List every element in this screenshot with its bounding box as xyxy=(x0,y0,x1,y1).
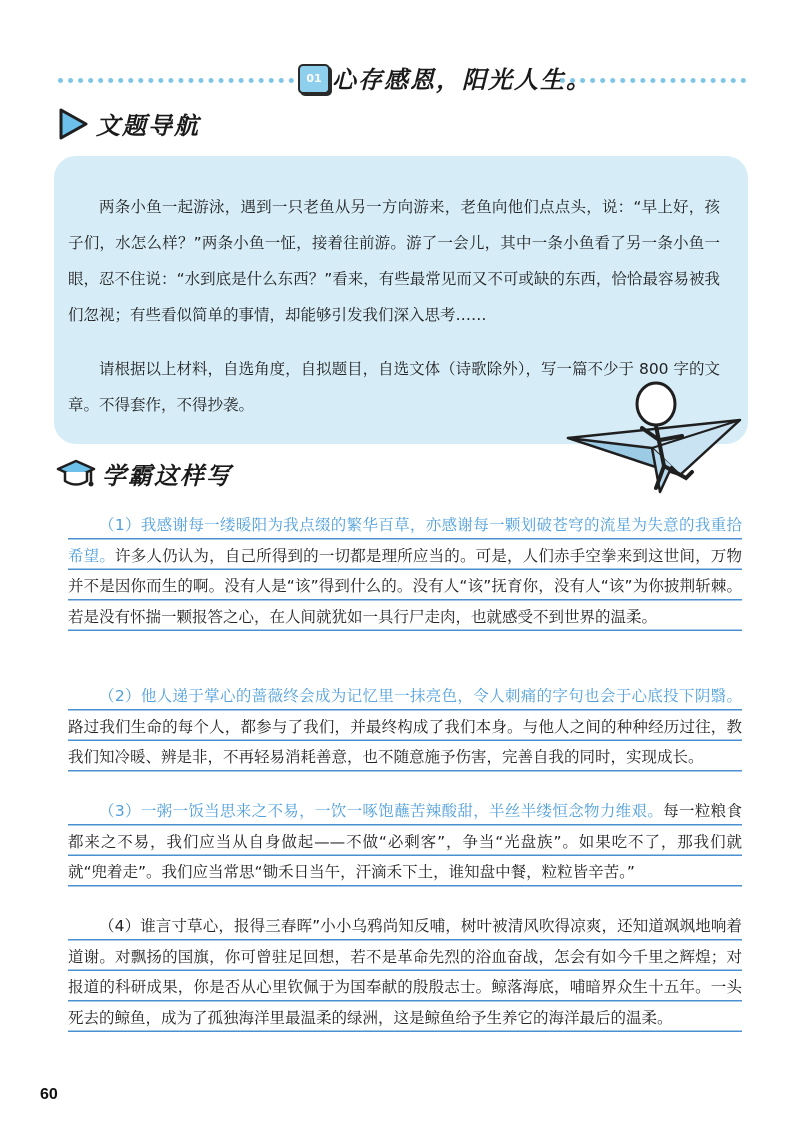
body-text: 路过我们生命的每个人，都参与了我们，并最终构成了我们本身。与他人之间的种种经历过往，教我们知冷暖、辨是非，不再轻易消耗善意，也不随意施予伤害，完善自我的同时，实现成长。 xyxy=(68,717,742,766)
chapter-badge: 01 xyxy=(298,64,330,94)
section-heading-prompt xyxy=(56,106,200,141)
page-number: 60 xyxy=(40,1086,58,1103)
section-heading-label: 文题导航 xyxy=(96,111,200,140)
paper-plane-illustration xyxy=(560,380,750,510)
highlight-sentence: （3）一粥一饭当思来之不易，一饮一啄饱蘸苦辣酸甜，半丝半缕恒念物力维艰。 xyxy=(99,802,664,820)
highlight-sentence: （1）我感谢每一缕暖阳为我点缀的繁华百草，亦感谢每一颗划破苍穹的流星为失意的我重拾希望。 xyxy=(68,516,742,565)
prompt-paragraph: 请根据以上材料，自选角度，自拟题目，自选文体（诗歌除外），写一篇不少于 800 字的文章。不得套作，不得抄袭。 xyxy=(68,360,720,414)
section-heading-sample xyxy=(56,456,232,491)
essay-paragraph-1 xyxy=(68,510,742,632)
body-text: 每一粒粮食都来之不易，我们应当从自身做起——不做“必剩客”，争当“光盘族”。如果吃不了，那我们就就“兜着走”。我们应当常思“锄禾日当午，汗滴禾下土，谁知盘中餐，粒粒皆辛苦。” xyxy=(68,802,742,881)
chapter-title: 心存感恩，阳光人生。 xyxy=(332,65,592,94)
dotted-divider-right xyxy=(560,78,746,83)
highlight-sentence: （2）他人递于掌心的蔷薇终会成为记忆里一抹亮色，令人刺痛的字句也会于心底投下阴翳。 xyxy=(99,687,742,705)
section-heading-label: 学霸这样写 xyxy=(102,461,232,490)
prompt-paragraph: 两条小鱼一起游泳，遇到一只老鱼从另一方向游来，老鱼向他们点点头，说：“早上好，孩子们，水怎么样？”两条小鱼一怔，接着往前游。游了一会儿，其中一条小鱼看了另一条小鱼一眼，忍不住说：“水到底是什么东西？”看来，有些最常见而又不可或缺的东西，恰恰最容易被我们忽视；有些看似简单的事情，却能够引发我们深入思考…… xyxy=(68,198,720,324)
essay-paragraph-2 xyxy=(68,681,742,773)
essay-paragraph-3 xyxy=(68,796,742,888)
dotted-divider-left xyxy=(58,78,294,83)
graduation-cap-icon xyxy=(56,458,96,490)
body-text: （4）谁言寸草心，报得三春晖”小小乌鸦尚知反哺，树叶被清风吹得凉爽，还知道飒飒地响着道谢。对飘扬的国旗，你可曾驻足回想，若不是革命先烈的浴血奋战，怎会有如今千里之辉煌；对报道的科研成果，你是否从心里钦佩于为国奉献的殷殷志士。鲸落海底，哺暗界众生十五年。一头死去的鲸鱼，成为了孤独海洋里最温柔的绿洲，这是鲸鱼给予生养它的海洋最后的温柔。 xyxy=(68,917,742,1027)
chapter-header xyxy=(0,60,800,100)
play-triangle-icon xyxy=(56,107,90,141)
body-text: 许多人仍认为，自己所得到的一切都是理所应当的。可是，人们赤手空拳来到这世间，万物并不是因你而生的啊。没有人是“该”得到什么的。没有人“该”抚育你，没有人“该”为你披荆斩棘。若是没有怀揣一颗报答之心，在人间就犹如一具行尸走肉，也就感受不到世界的温柔。 xyxy=(68,546,742,626)
essay-paragraph-4 xyxy=(68,911,742,1033)
